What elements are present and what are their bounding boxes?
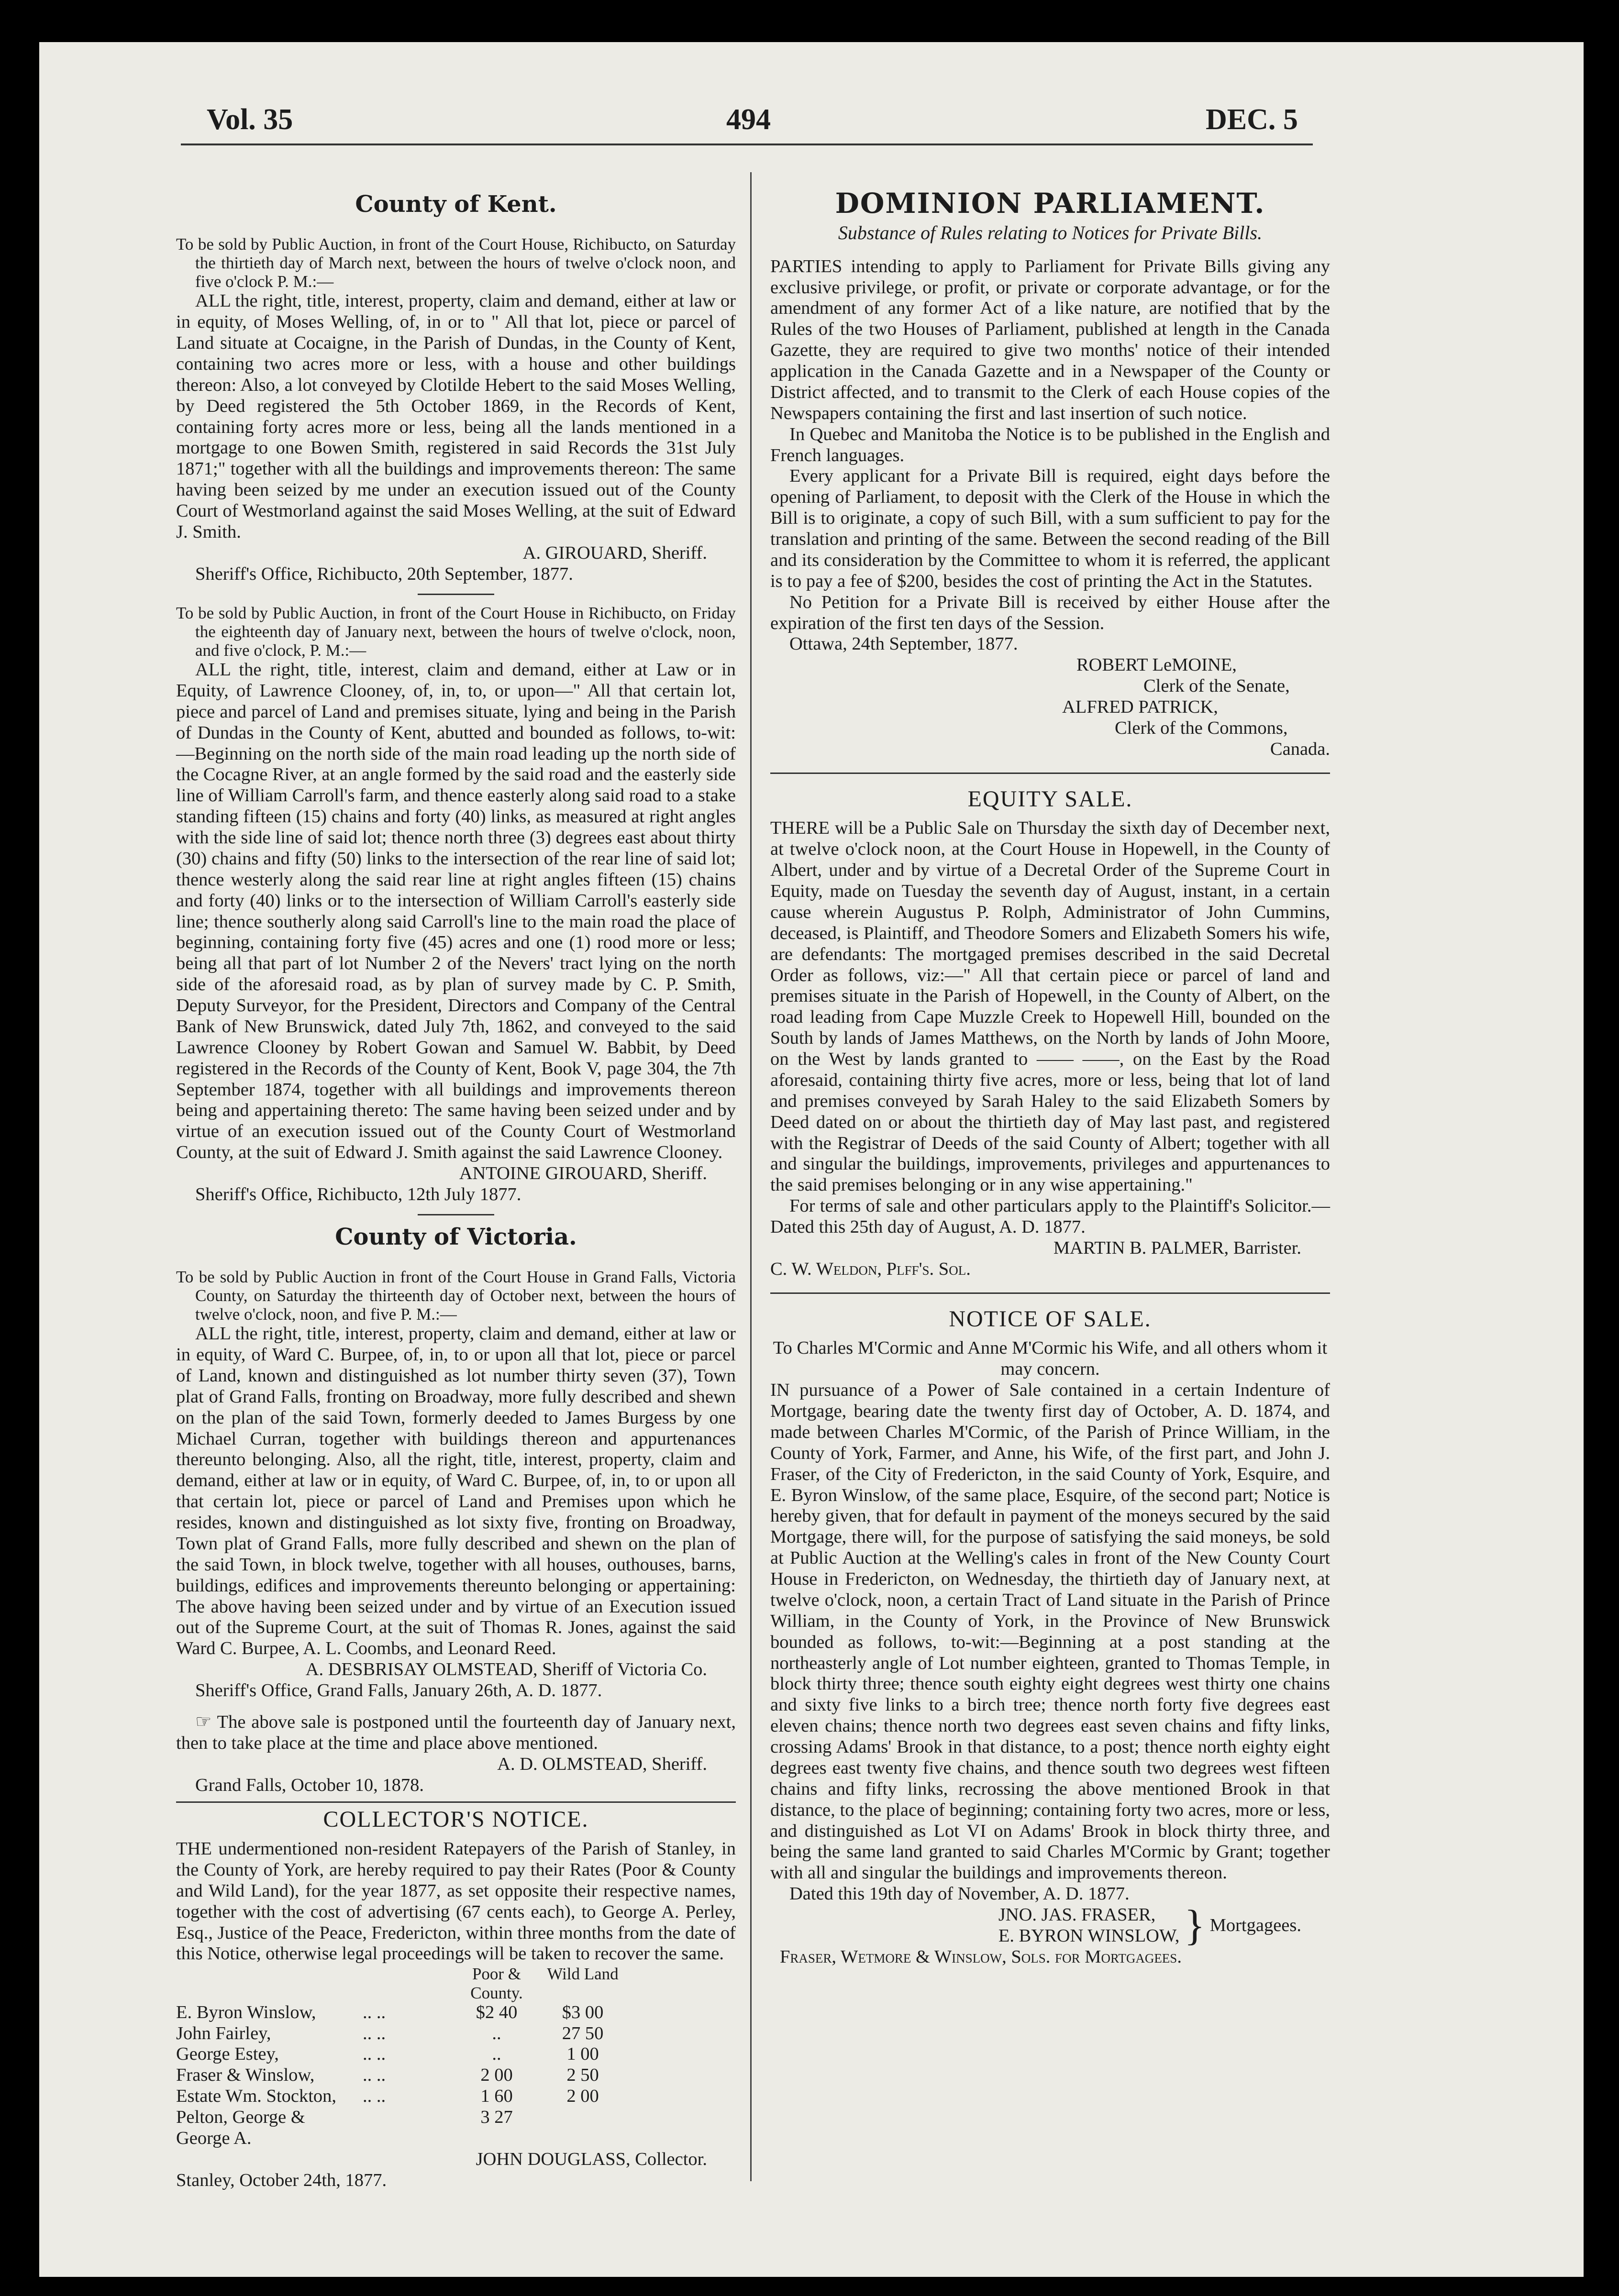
collector-title: COLLECTOR'S NOTICE. bbox=[323, 1807, 589, 1832]
ratepayer-name: Pelton, George & George A. bbox=[176, 2107, 305, 2148]
equity-signature: MARTIN B. PALMER, Barrister. bbox=[1053, 1237, 1301, 1258]
column-header: Wild Land bbox=[547, 1965, 619, 1984]
mortgagees-block bbox=[770, 1901, 1330, 1949]
right-column bbox=[770, 188, 1330, 1968]
kent-notice2-signature: ANTOINE GIROUARD, Sheriff. bbox=[459, 1163, 707, 1184]
parliament-signature-name: ALFRED PATRICK, bbox=[1062, 697, 1218, 718]
parliament-title: DOMINION PARLIAMENT. bbox=[835, 187, 1265, 220]
leader-dots: .. .. bbox=[363, 2002, 386, 2022]
leader-dots: .. .. bbox=[363, 2023, 386, 2043]
table-row bbox=[176, 2107, 736, 2149]
divider bbox=[770, 773, 1330, 774]
wild-land-rate: 2 50 bbox=[566, 2065, 599, 2086]
page-number: 494 bbox=[726, 103, 771, 136]
mortgagee-name: E. BYRON WINSLOW, bbox=[998, 1925, 1180, 1946]
divider bbox=[176, 1801, 736, 1803]
brace-icon: } bbox=[1184, 1901, 1205, 1949]
poor-county-rate: .. bbox=[492, 2044, 501, 2064]
notice-sale-date: Dated this 19th day of November, A. D. 1877. bbox=[789, 1884, 1130, 1904]
column-divider bbox=[750, 172, 752, 2181]
victoria-signature: A. DESBRISAY OLMSTEAD, Sheriff of Victoria Co. bbox=[305, 1659, 707, 1680]
parliament-date: Ottawa, 24th September, 1877. bbox=[789, 634, 1018, 654]
parliament-paragraph: No Petition for a Private Bill is received by either House after the expiration of the first ten days of the Session. bbox=[770, 592, 1330, 633]
kent-notice2-body: ALL the right, title, interest, claim and demand, either at Law or in Equity, of Lawrence Clooney, of, in, to, or upon—" All that certain lot, piece and parcel of Land and premises situate, lying and being in the Parish of Dundas in the County of Kent, abutted and bounded as follows, to-wit:—Beginning on the north side of the main road leading up the north side of the Cocagne River, at an angle formed by the said road and the easterly side line of William Carroll's farm, and thence easterly along said road to a stake standing fifteen (15) chains and forty (40) links, as measured at right angles with the side line of said lot; thence north three (3) degrees east about thirty (30) chains and fifty (50) links to the intersection of the rear line of said lot; thence westerly along the said rear line at right angles fifteen (15) chains and forty (40) links or to the intersection of William Carroll's easterly side line; thence southerly along said Carroll's line to the main road the place of beginning, containing forty five (45) acres and one (1) rood more or less; being all that part of lot Number 2 of the Nevers' tract lying on the north side of the aforesaid road, as by plan of survey made by C. P. Smith, Deputy Surveyor, for the President, Directors and Company of the Central Bank of New Brunswick, dated July 7th, 1862, and conveyed to the said Lawrence Clooney by Robert Gowan and Samuel W. Babbit, by Deed registered in the Records of the County of Kent, Book V, page 304, the 7th September 1874, together with all buildings and improvements thereon being and appertaining thereto: The same having been seized under and by virtue of an execution issued out of the County Court of Westmorland County, at the suit of Edward J. Smith against the said Lawrence Clooney. bbox=[176, 660, 736, 1163]
kent-heading: County of Kent. bbox=[355, 191, 557, 218]
table-row bbox=[176, 2044, 736, 2065]
equity-solicitor: C. W. Weldon, Plff's. Sol. bbox=[770, 1258, 971, 1279]
ratepayer-name: John Fairley, bbox=[176, 2023, 271, 2043]
collector-date: Stanley, October 24th, 1877. bbox=[176, 2170, 387, 2190]
victoria-body: ALL the right, title, interest, property, claim and demand, either at law or in equity, of Ward C. Burpee, of, in, to or upon all that lot, piece or parcel of Land, known and distinguished as lot number thirty seven (37), Town plat of Grand Falls, fronting on Broadway, more fully described and shewn on the plan of the said Town, formerly deeded to James Burgess by one Michael Curran, together with buildings thereon and appurtenances thereunto belonging. Also, all the right, title, interest, property, claim and demand, either at law or in equity, of Ward C. Burpee, of, in, to or upon all that certain lot, piece or parcel of Land and Premises upon which he resides, known and distinguished as lot sixty five, fronting on Broadway, Town plat of Grand Falls, more fully described and shewn on the plan of the said Town, in block twelve, together with all houses, outhouses, barns, buildings, edifices and improvements thereunto belonging or appertaining: The above having been seized under and by virtue of an Execution issued out of the Supreme Court, at the suit of Thomas R. Jones, against the said Ward C. Burpee, A. L. Coombs, and Leonard Reed. bbox=[176, 1324, 736, 1659]
poor-county-rate: 1 60 bbox=[480, 2086, 513, 2107]
mortgagee-name: JNO. JAS. FRASER, bbox=[998, 1905, 1156, 1925]
parliament-paragraph: Every applicant for a Private Bill is required, eight days before the opening of Parliament, to deposit with the Clerk of the House in which the Bill is to originate, a copy of such Bill, with a sum sufficient to pay for the translation and printing of the same. Between the second reading of the Bill and its consideration by the Committee to whom it is referred, the applicant is to pay a fee of $200, besides the cost of printing the Act in the Statutes. bbox=[770, 466, 1330, 591]
kent-notice1-intro: To be sold by Public Auction, in front of the Court House, Richibucto, on Saturday the thirtieth day of March next, between the hours of twelve o'clock noon, and five o'clock P. M.:— bbox=[176, 234, 736, 291]
parliament-paragraph: In Quebec and Manitoba the Notice is to be published in the English and French languages. bbox=[770, 424, 1330, 465]
kent-notice2-office: Sheriff's Office, Richibucto, 12th July 1877. bbox=[195, 1184, 521, 1204]
leader-dots: .. .. bbox=[363, 2086, 386, 2107]
ratepayer-name: Estate Wm. Stockton, bbox=[176, 2086, 337, 2107]
leader-dots bbox=[363, 2107, 454, 2149]
victoria-intro: To be sold by Public Auction in front of the Court House in Grand Falls, Victoria County, on Saturday the thirteenth day of October next, between the hours of twelve o'clock, noon, and five P. M.:— bbox=[176, 1267, 736, 1324]
collector-table bbox=[176, 2002, 736, 2149]
divider bbox=[418, 1214, 494, 1215]
issue-date: DEC. 5 bbox=[1206, 103, 1298, 136]
equity-terms: For terms of sale and other particulars apply to the Plaintiff's Solicitor.—Dated this 25th day of August, A. D. 1877. bbox=[770, 1196, 1330, 1237]
wild-land-rate: $3 00 bbox=[562, 2002, 604, 2022]
notice-sale-addressee: To Charles M'Cormic and Anne M'Cormic his Wife, and all others whom it may concern. bbox=[773, 1338, 1328, 1380]
collector-signature: JOHN DOUGLASS, Collector. bbox=[476, 2149, 707, 2169]
column-header: Poor & County. bbox=[470, 1965, 523, 2002]
parliament-signature-title: Clerk of the Commons, bbox=[1115, 718, 1288, 738]
volume-number: Vol. 35 bbox=[207, 103, 293, 136]
divider bbox=[770, 1292, 1330, 1294]
leader-dots: .. .. bbox=[363, 2065, 386, 2086]
parliament-signature-name: ROBERT LeMOINE, bbox=[1076, 655, 1237, 675]
wild-land-rate: 2 00 bbox=[566, 2086, 599, 2107]
kent-notice2-intro: To be sold by Public Auction, in front of the Court House in Richibucto, on Friday the eighteenth day of January next, between the hours of twelve o'clock, noon, and five o'clock, P. M.:— bbox=[176, 603, 736, 660]
kent-notice1-body: ALL the right, title, interest, property, claim and demand, either at law or in equity, of Moses Welling, of, in or to " All that lot, piece or parcel of Land situate at Cocaigne, in the Parish of Dundas, in the County of Kent, containing two acres more or less, with a house and other buildings thereon: Also, a lot conveyed by Clotilde Hebert to the said Moses Welling, by Deed registered the 5th October 1869, in the Records of Kent, containing forty acres more or less, being all the lands mentioned in a mortgage to one Bowen Smith, registered in said Records the 31st July 1871;" together with all the buildings and improvements thereon: The same having been seized by me under an execution issued out of the County Court of Westmorland against the said Moses Welling, at the suit of Edward J. Smith. bbox=[176, 291, 736, 542]
table-row bbox=[176, 2065, 736, 2086]
leader-dots: .. .. bbox=[363, 2044, 386, 2064]
victoria-heading: County of Victoria. bbox=[335, 1223, 577, 1250]
poor-county-rate: $2 40 bbox=[476, 2002, 518, 2022]
parliament-paragraph: PARTIES intending to apply to Parliament for Private Bills giving any exclusive privilege, or profit, or private or corporate advantage, or for the amendment of any former Act of a like nature, are notified that by the Rules of the two Houses of Parliament, published at length in the Canada Gazette, they are required to give two months' notice of their intended application in the Canada Gazette and in a Newspaper of the County or District affected, and to transmit to the Clerk of each House copies of the Newspapers containing the first and last insertion of such notice. bbox=[770, 256, 1330, 423]
kent-notice1-office: Sheriff's Office, Richibucto, 20th September, 1877. bbox=[195, 563, 573, 584]
ratepayer-name: Fraser & Winslow, bbox=[176, 2065, 315, 2086]
kent-notice1-signature: A. GIROUARD, Sheriff. bbox=[522, 542, 707, 563]
parliament-signature-title: Clerk of the Senate, bbox=[1143, 676, 1290, 696]
collector-table-header bbox=[176, 1965, 736, 2002]
equity-body: THERE will be a Public Sale on Thursday the sixth day of December next, at twelve o'clock noon, at the Court House in Hopewell, in the County of Albert, under and by virtue of a Decretal Order of the Supreme Court in Equity, made on Tuesday the seventh day of August, instant, in a certain cause wherein Augustus P. Rolph, Administrator of John Cummins, deceased, is Plaintiff, and Theodore Somers and Elizabeth Somers his wife, are defendants: The mortgaged premises described in the said Decretal Order as follows, viz:—" All that certain piece or parcel of land and premises situate in the Parish of Hopewell, in the County of Albert, on the road leading from Cape Muzzle Creek to Hopewell Hill, bounded on the South by lands of James Matthews, on the North by lands of John Moore, on the West by lands granted to —— ——, on the East by the Road aforesaid, containing thirty five acres, more or less, being that lot of land and premises conveyed by Sarah Haley to the said Elizabeth Somers by Deed dated on or about the thirtieth day of May last past, and registered with the Registrar of Deeds of the said County of Albert; together with all and singular the buildings, improvements, privileges and appurtenances to the said premises belonging or in any wise appertaining." bbox=[770, 818, 1330, 1195]
ratepayer-name: E. Byron Winslow, bbox=[176, 2002, 316, 2022]
left-column bbox=[176, 188, 736, 2191]
table-row bbox=[176, 2086, 736, 2107]
wild-land-rate: 1 00 bbox=[566, 2044, 599, 2064]
poor-county-rate: 2 00 bbox=[480, 2065, 513, 2086]
parliament-subtitle: Substance of Rules relating to Notices for Private Bills. bbox=[838, 222, 1263, 244]
poor-county-rate: 3 27 bbox=[480, 2107, 513, 2128]
equity-title: EQUITY SALE. bbox=[967, 786, 1133, 812]
notice-sale-body: IN pursuance of a Power of Sale contained in a certain Indenture of Mortgage, bearing date the twenty first day of October, A. D. 1874, and made between Charles M'Cormic, of the Parish of Prince William, in the County of York, Farmer, and Anne, his Wife, of the first part, and John J. Fraser, of the City of Fredericton, in the said County of York, Esquire, and E. Byron Winslow, of the same place, Esquire, of the second part; Notice is hereby given, that for default in payment of the moneys secured by the said Mortgage, there will, for the purpose of satisfying the said moneys, be sold at Public Auction at the Welling's cales in front of the New County Court House in Fredericton, on Wednesday, the thirtieth day of January next, at twelve o'clock, noon, a certain Tract of Land situate in the Parish of Prince William, in the County of York, in the Province of New Brunswick bounded as follows, to-wit:—Beginning at a post standing at the northeasterly angle of Lot number eighteen, granted to Thomas Temple, in block thirty three; thence south eighty eight degrees west thirty one chains and sixty five links to a birch tree; thence north forty five degrees east eleven chains; thence north two degrees east seven chains and fifty links, crossing Adams' Brook in that distance, to a post; thence north eighty eight degrees east twenty five chains, and thence south two degrees west fifteen chains and fifty links, recrossing the above mentioned Brook in that distance, to the place of beginning; containing forty two acres, more or less, and distinguished as Lot VI on Adams' Brook in block thirty three, and being the same land granted to said Charles M'Cormic by Grant; together with all and singular the buildings and improvements thereon. bbox=[770, 1380, 1330, 1883]
ratepayer-name: George Estey, bbox=[176, 2044, 279, 2064]
mortgagees-label: Mortgagees. bbox=[1209, 1915, 1301, 1935]
table-row bbox=[176, 2023, 736, 2044]
notice-sale-title: NOTICE OF SALE. bbox=[949, 1306, 1152, 1332]
divider bbox=[418, 594, 494, 595]
victoria-postponed-notice: ☞ The above sale is postponed until the fourteenth day of January next, then to take place at the time and place above mentioned. bbox=[176, 1711, 736, 1753]
collector-body: THE undermentioned non-resident Ratepayers of the Parish of Stanley, in the County of York, are hereby required to pay their Rates (Poor & County and Wild Land), for the year 1877, as set opposite their respective names, together with the cost of advertising (67 cents each), to George A. Perley, Esq., Justice of the Peace, Fredericton, within three months from the date of this Notice, otherwise legal proceedings will be taken to recover the same. bbox=[176, 1839, 736, 1964]
poor-county-rate: .. bbox=[492, 2023, 501, 2043]
wild-land-rate bbox=[540, 2107, 626, 2149]
victoria-postponed-date: Grand Falls, October 10, 1878. bbox=[195, 1775, 424, 1795]
table-row bbox=[176, 2002, 736, 2023]
wild-land-rate: 27 50 bbox=[562, 2023, 604, 2043]
header-rule bbox=[181, 144, 1313, 145]
victoria-postponed-signature: A. D. OLMSTEAD, Sheriff. bbox=[497, 1754, 707, 1774]
parliament-signature-place: Canada. bbox=[1270, 739, 1330, 759]
notice-sale-solicitors: Fraser, Wetmore & Winslow, Sols. for Mortgagees. bbox=[780, 1946, 1182, 1967]
victoria-office: Sheriff's Office, Grand Falls, January 26th, A. D. 1877. bbox=[195, 1680, 602, 1700]
